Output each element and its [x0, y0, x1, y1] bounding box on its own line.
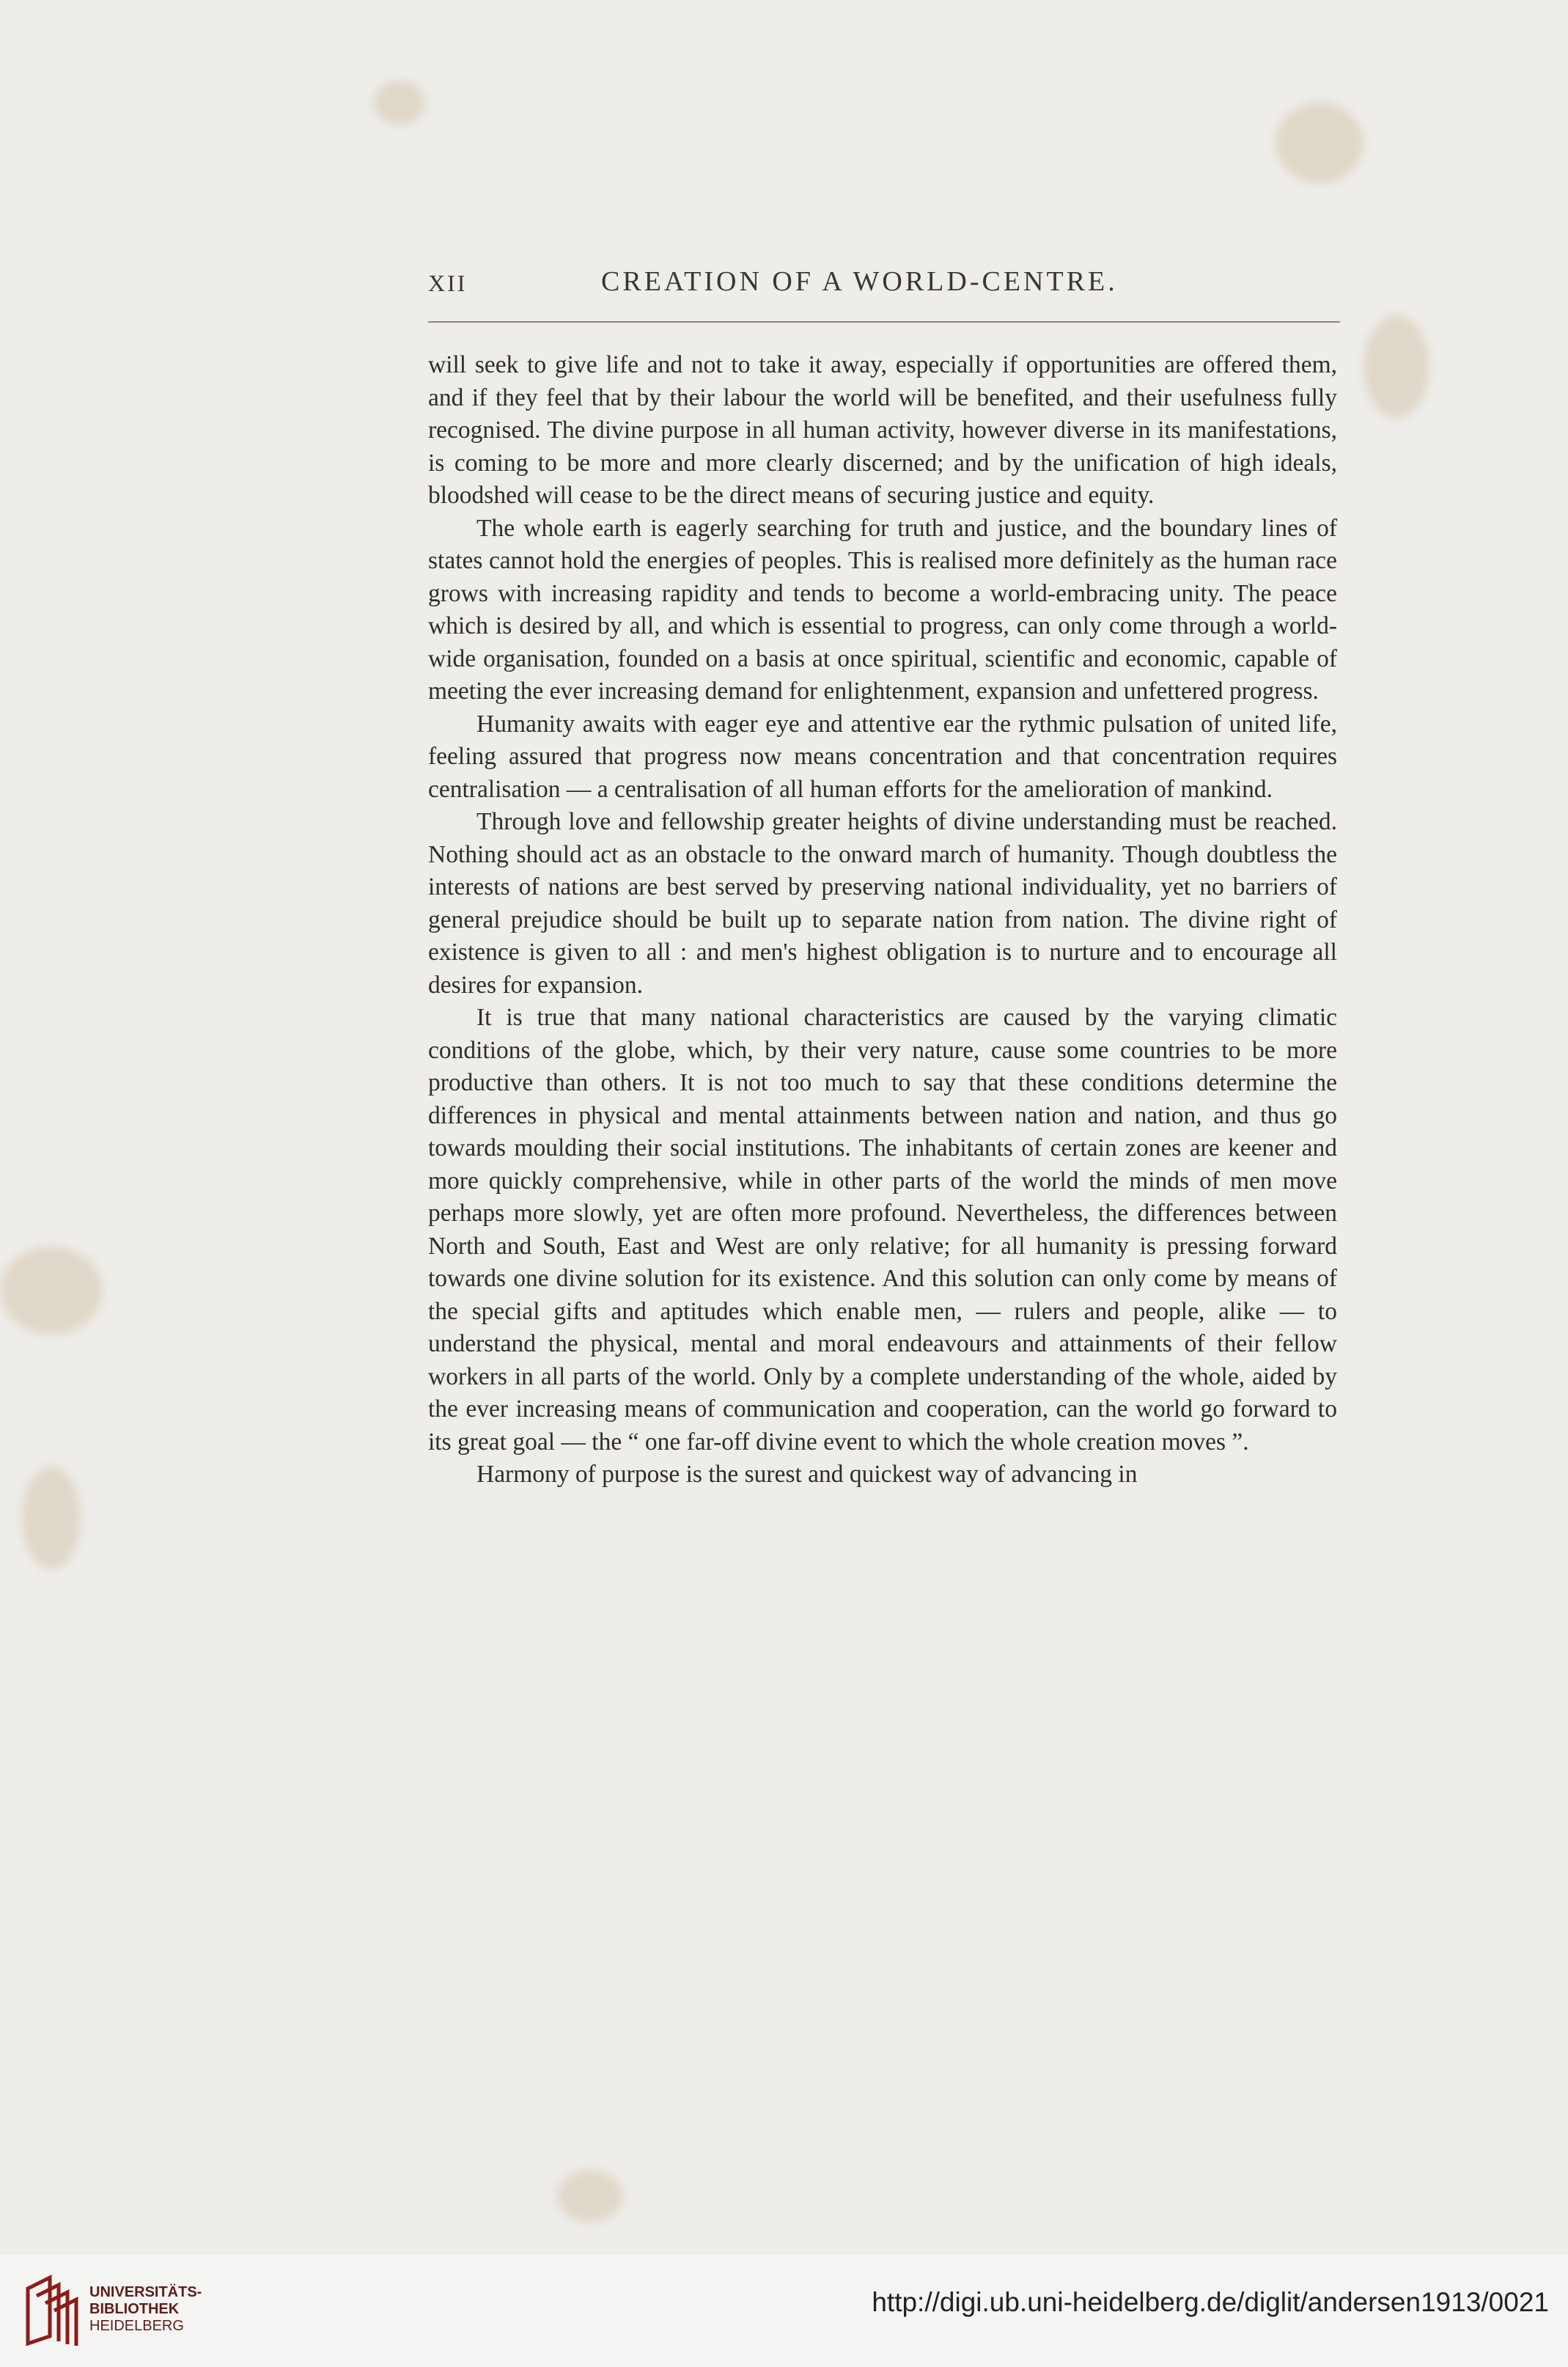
stain: [1363, 315, 1429, 418]
library-name-line: BIBLIOTHEK: [89, 2301, 180, 2317]
library-name-line: HEIDELBERG: [89, 2318, 184, 2334]
paragraph: It is true that many national characteristics are caused by the varying climatic conditions of the globe, which, by their very nature, cause some countries to be more productive than others. It is not too much to say that these conditions determine the differences in physical and mental attainments between nation and nation, and thus go towards moulding their social institutions. The inhabitants of certain zones are keener and more quickly comprehensive, while in other parts of the world the minds of men move perhaps more slowly, yet are often more profound. Nevertheless, the differences between North and South, East and West are only relative; for all humanity is pressing forward towards one divine solution for its existence. And this solution can only come by means of the special gifts and aptitudes which enable men, — rulers and people, alike — to understand the physical, mental and moral endeavours and attainments of their fellow workers in all parts of the world. Only by a complete understanding of the whole, aided by the ever increasing means of communication and cooperation, can the world go forward to its great goal — the “ one far-off divine event to which the whole creation moves ”.: [428, 1004, 1337, 1456]
library-logo-icon: [21, 2274, 87, 2347]
paragraph: Harmony of purpose is the surest and quickest way of advancing in: [476, 1461, 1138, 1488]
paragraph: Humanity awaits with eager eye and attentive ear the rythmic pulsation of united life, feeling assured that progress now means concentration and that concentration requires centralisation — a centralisation of all human efforts for the amelioration of mankind.: [428, 710, 1337, 803]
running-title: CREATION OF A WORLD-CENTRE.: [601, 266, 1118, 297]
library-name-line: UNIVERSITÄTS-: [89, 2284, 202, 2300]
stain: [557, 2170, 623, 2222]
page-number: XII: [428, 270, 468, 296]
paragraph: will seek to give life and not to take it away, especially if opportunities are offered them, and if they feel that by their labour the world will be benefited, and their usefulness fully recognised. The divine purpose in all human activity, however diverse in its manifestations, is coming to be more and more clearly discerned; and by the unification of high ideals, bloodshed will cease to be the direct means of securing justice and equity.: [428, 351, 1337, 509]
stain: [0, 1247, 103, 1335]
body-text: [428, 349, 1337, 1491]
paragraph: The whole earth is eagerly searching for truth and justice, and the boundary lines of states cannot hold the energies of peoples. This is realised more definitely as the human race grows with increasing rapidity and tends to become a world-embracing unity. The peace which is desired by all, and which is essential to progress, can only come through a world-wide organisation, founded on a basis at once spiritual, scientific and economic, capable of meeting the ever increasing demand for enlightenment, expansion and unfettered progress.: [428, 514, 1337, 705]
header-rule: [428, 321, 1340, 323]
stain: [1276, 103, 1363, 183]
running-header: [428, 265, 1337, 302]
viewer-footer: [0, 2255, 1568, 2367]
paragraph: Through love and fellowship greater heights of divine understanding must be reached. Nothing should act as an obstacle to the onward march of humanity. Though doubtless the interests of nations are best served by preserving national individuality, yet no barriers of general prejudice should be built up to separate nation from nation. The divine right of existence is given to all : and men's highest obligation is to nurture and to encourage all desires for expansion.: [428, 808, 1337, 999]
library-name: [89, 2284, 202, 2335]
permalink[interactable]: http://digi.ub.uni-heidelberg.de/diglit/andersen1913/0021: [872, 2287, 1549, 2317]
stain: [374, 81, 425, 125]
stain: [22, 1467, 81, 1569]
